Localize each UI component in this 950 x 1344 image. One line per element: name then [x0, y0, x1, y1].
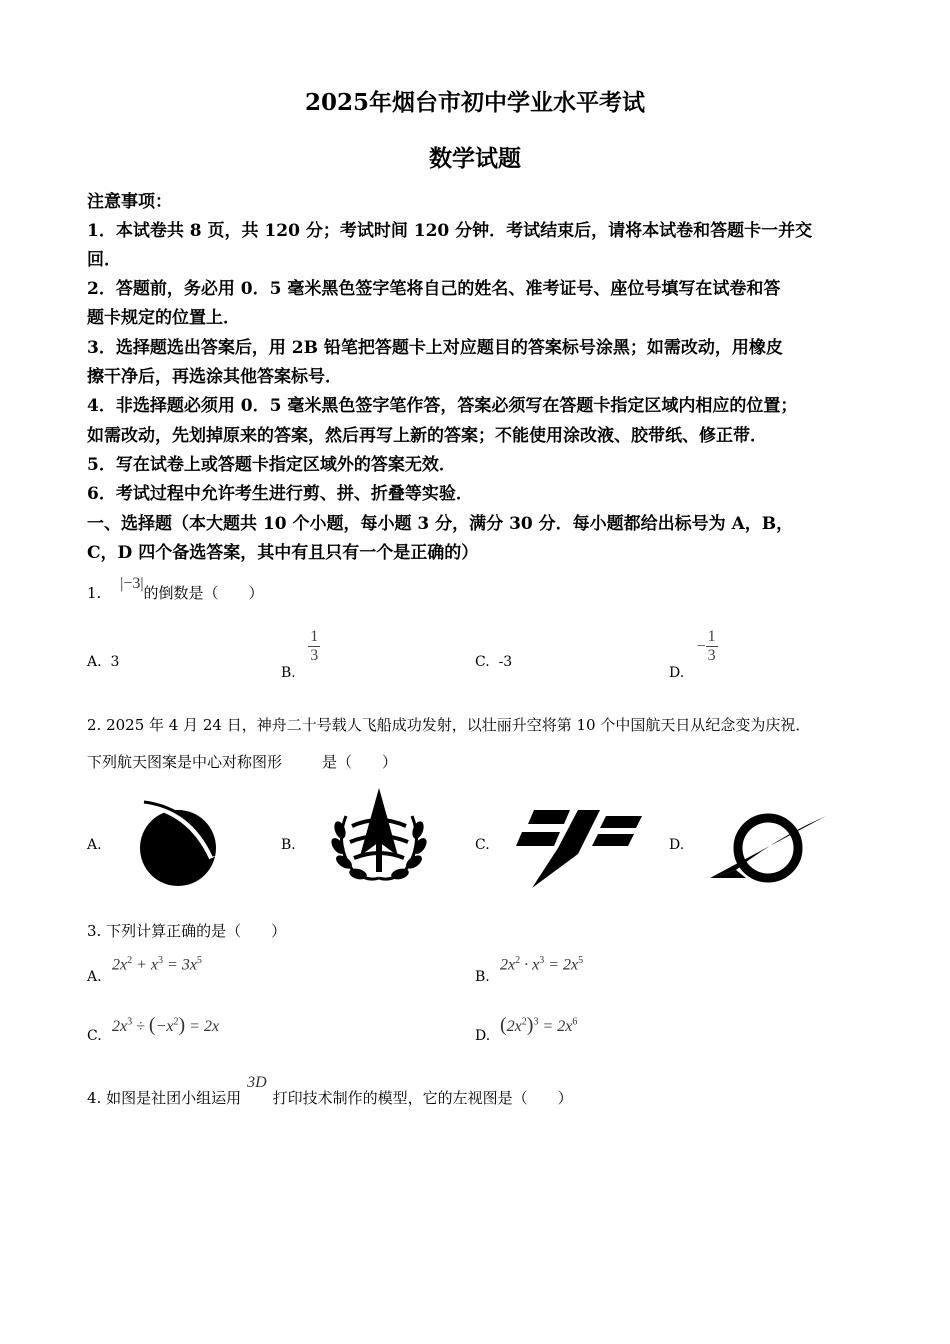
- notice-line: 5．写在试卷上或答题卡指定区域外的答案无效．: [87, 455, 456, 475]
- question-3: 3. 下列计算正确的是（ ）: [87, 922, 287, 940]
- option-c-label: C.: [87, 1028, 102, 1044]
- notice-line: 4．非选择题必须用 0．5 毫米黑色签字笔作答，答案必须写在答题卡指定区域内相应的位置；: [87, 396, 798, 416]
- option-a-label: A.: [87, 837, 102, 853]
- expr-3d: 3D: [247, 1074, 267, 1091]
- notice-line: 擦干净后，再选涂其他答案标号．: [87, 367, 342, 387]
- option-d-label: D.: [475, 1028, 491, 1044]
- notice-heading: 注意事项：: [87, 192, 172, 212]
- notice-line: 2．答题前，务必用 0．5 毫米黑色签字笔将自己的姓名、准考证号、座位号填写在试卷和答: [87, 279, 781, 299]
- option-c-label: C.: [475, 837, 490, 853]
- fraction: $\frac{1}{3}$: [310, 628, 319, 664]
- option-a: A. 3: [87, 654, 120, 670]
- abs-expression: |−3|: [120, 575, 144, 592]
- question-2-line2: 下列航天图案是中心对称图形 是（ ）: [87, 753, 398, 771]
- question-1: [87, 575, 264, 603]
- emblem-c-image: [508, 806, 648, 892]
- notice-line: 如需改动，先划掉原来的答案，然后再写上新的答案；不能使用涂改液、胶带纸、修正带．: [87, 426, 767, 446]
- question-text: 的倒数是（ ）: [143, 584, 264, 602]
- notice-line: 题卡规定的位置上．: [87, 308, 240, 328]
- notice-line: 3．选择题选出答案后，用 2B 铅笔把答题卡上对应题目的答案标号涂黑；如需改动，用橡皮: [87, 338, 783, 358]
- option-c-formula: $2x^3 \div (-x^2) = 2x$: [112, 1014, 220, 1036]
- option-d-label: D.: [669, 837, 685, 853]
- exam-subtitle: 数学试题: [429, 145, 521, 172]
- question-4: 4. 如图是社团小组运用3D打印技术制作的模型，它的左视图是（ ）: [87, 1074, 573, 1107]
- option-b-label: B.: [281, 837, 296, 853]
- section-heading-cont: C，D 四个备选答案，其中有且只有一个是正确的）: [87, 543, 479, 563]
- option-a-label: A.: [87, 969, 102, 985]
- option-b-formula: $2x^2 \cdot x^3 = 2x^5$: [500, 955, 584, 974]
- option-d: D. − $\frac{1}{3}$: [669, 628, 716, 681]
- question-2-line1: 2. 2025 年 4 月 24 日，神舟二十号载人飞船成功发射，以壮丽升空将第 10 个中国航天日从纪念变为庆祝．: [87, 716, 811, 734]
- option-c: C. -3: [475, 654, 513, 670]
- option-d-formula: $(2x^2)^3 = 2x^6$: [500, 1014, 578, 1036]
- option-b: B. $\frac{1}{3}$: [281, 628, 319, 681]
- option-b-label: B.: [475, 969, 490, 985]
- exam-title: 2025年烟台市初中学业水平考试: [304, 89, 645, 116]
- emblem-a-image: [130, 800, 230, 890]
- option-a-formula: $2x^2 + x^3 = 3x^5$: [112, 955, 202, 974]
- notice-line: 6．考试过程中允许考生进行剪、拼、折叠等实验．: [87, 484, 473, 504]
- question-number: 1.: [87, 584, 102, 602]
- emblem-b-image: [316, 786, 442, 890]
- notice-line: 1．本试卷共 8 页，共 120 分；考试时间 120 分钟．考试结束后，请将本试卷和答题卡一并交: [87, 221, 813, 241]
- section-heading: 一、选择题（本大题共 10 个小题，每小题 3 分，满分 30 分．每小题都给出标号为 A，B，: [87, 514, 794, 534]
- emblem-d-image: [706, 808, 830, 886]
- fraction: $\frac{1}{3}$: [707, 628, 716, 664]
- notice-line: 回．: [87, 250, 121, 270]
